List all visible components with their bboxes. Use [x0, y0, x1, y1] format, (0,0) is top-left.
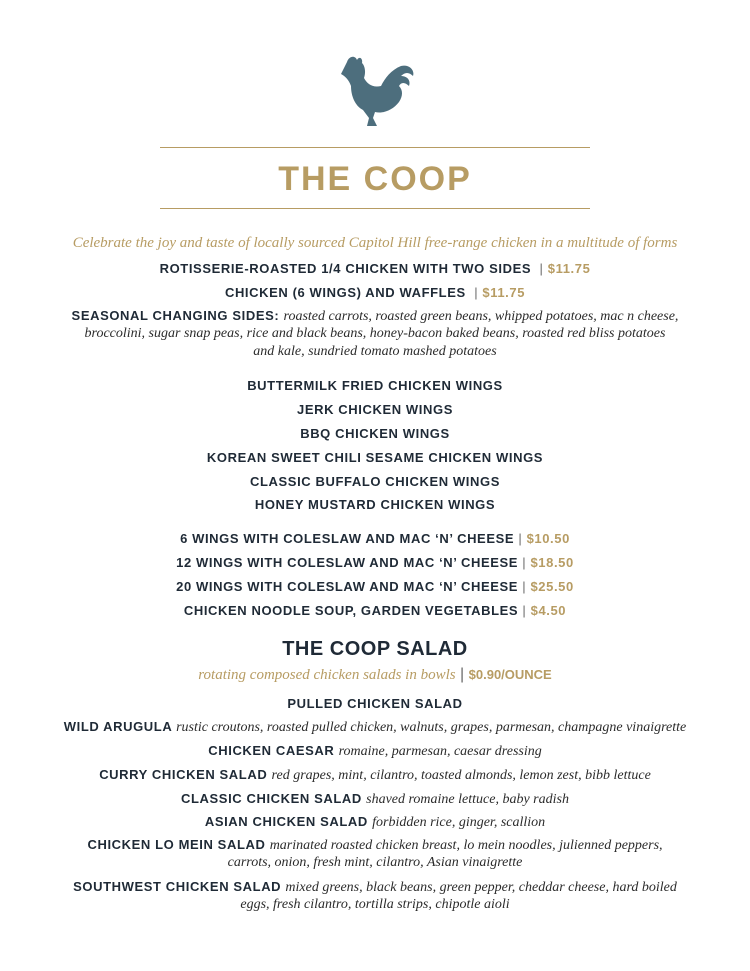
wing-price-value: $25.50 [530, 579, 574, 594]
wing-price-name: 20 WINGS WITH COLESLAW AND MAC ‘N’ CHEESE [176, 579, 519, 594]
wing-price-name: 12 WINGS WITH COLESLAW AND MAC ‘N’ CHEESE [176, 555, 519, 570]
salad-name: CURRY CHICKEN SALAD [99, 767, 268, 782]
salad-subtitle-line: rotating composed chicken salads in bowls | $0.90/OUNCE [198, 666, 552, 683]
top-divider [160, 147, 590, 148]
salad-name: CHICKEN CAESAR [208, 743, 335, 758]
sides-line-1 [0, 308, 750, 325]
salad-section-title: THE COOP SALAD [282, 638, 468, 660]
salad-price: $0.90/OUNCE [468, 667, 552, 682]
salad-subtitle: rotating composed chicken salads in bowls [198, 667, 456, 683]
salad-name: CHICKEN LO MEIN SALAD [87, 837, 266, 852]
salad-item [0, 837, 750, 854]
salad-name: ASIAN CHICKEN SALAD [204, 814, 368, 829]
salad-desc: red grapes, mint, cilantro, toasted almonds, lemon zest, bibb lettuce [271, 768, 651, 783]
salad-name: CLASSIC CHICKEN SALAD [181, 791, 362, 806]
page-title: THE COOP [278, 160, 472, 198]
tagline: Celebrate the joy and taste of locally sourced Capitol Hill free-range chicken in a multitude of forms [72, 235, 678, 251]
wing-price-item: 6 WINGS WITH COLESLAW AND MAC ‘N’ CHEESE | $10.50 [180, 531, 570, 546]
wing-price-name: 6 WINGS WITH COLESLAW AND MAC ‘N’ CHEESE [180, 531, 515, 546]
wing-flavor: BBQ CHICKEN WINGS [300, 426, 450, 441]
wing-price-value: $10.50 [526, 531, 570, 546]
bottom-divider [160, 208, 590, 209]
wing-flavor: BUTTERMILK FRIED CHICKEN WINGS [247, 378, 503, 393]
salad-desc: forbidden rice, ginger, scallion [372, 815, 546, 830]
combo-price: $11.75 [482, 285, 526, 300]
sides-line-2: broccolini, sugar snap peas, rice and black beans, honey-bacon baked beans, roasted red bliss potatoes [84, 326, 666, 341]
combo-item: ROTISSERIE-ROASTED 1/4 CHICKEN WITH TWO SIDES | $11.75 [159, 261, 591, 276]
salad-desc: rustic croutons, roasted pulled chicken, walnuts, grapes, parmesan, champagne vinaigrette [176, 720, 687, 735]
wing-flavor: KOREAN SWEET CHILI SESAME CHICKEN WINGS [206, 450, 544, 465]
salad-desc: marinated roasted chicken breast, lo mein noodles, julienned peppers, [269, 838, 663, 853]
salad-desc-cont: carrots, onion, fresh mint, cilantro, Asian vinaigrette [227, 855, 523, 870]
combo-name: CHICKEN (6 WINGS) AND WAFFLES [224, 285, 466, 300]
wing-price-item: 20 WINGS WITH COLESLAW AND MAC ‘N’ CHEESE | $25.50 [176, 579, 574, 594]
salad-item [0, 743, 750, 760]
combo-price: $11.75 [547, 261, 591, 276]
salad-name: WILD ARUGULA [63, 719, 172, 734]
sides-text: roasted carrots, roasted green beans, whipped potatoes, mac n cheese, [283, 309, 679, 324]
wing-price-item: 12 WINGS WITH COLESLAW AND MAC ‘N’ CHEESE | $18.50 [176, 555, 574, 570]
wing-price-item: CHICKEN NOODLE SOUP, GARDEN VEGETABLES | $4.50 [183, 603, 567, 618]
salad-desc: romaine, parmesan, caesar dressing [338, 744, 542, 759]
wing-flavor: JERK CHICKEN WINGS [297, 402, 453, 417]
rooster-icon [333, 52, 417, 130]
salad-desc: mixed greens, black beans, green pepper, cheddar cheese, hard boiled [285, 880, 677, 895]
combo-item: CHICKEN (6 WINGS) AND WAFFLES | $11.75 [224, 285, 526, 300]
sides-label: SEASONAL CHANGING SIDES: [71, 308, 280, 323]
salad-name: SOUTHWEST CHICKEN SALAD [73, 879, 282, 894]
sides-line-3: and kale, sundried tomato mashed potatoes [253, 344, 497, 359]
wing-flavor: HONEY MUSTARD CHICKEN WINGS [254, 497, 496, 512]
wing-flavor: CLASSIC BUFFALO CHICKEN WINGS [250, 474, 500, 489]
pulled-chicken-heading: PULLED CHICKEN SALAD [287, 696, 463, 711]
salad-desc: shaved romaine lettuce, baby radish [366, 792, 569, 807]
salad-item [0, 719, 750, 736]
salad-desc-cont: eggs, fresh cilantro, tortilla strips, chipotle aioli [240, 897, 510, 912]
salad-item [0, 879, 750, 896]
salad-item [0, 791, 750, 808]
salad-item [0, 767, 750, 784]
salad-item [0, 814, 750, 831]
wing-price-name: CHICKEN NOODLE SOUP, GARDEN VEGETABLES [183, 603, 519, 618]
wing-price-value: $4.50 [530, 603, 567, 618]
wing-price-value: $18.50 [530, 555, 574, 570]
combo-name: ROTISSERIE-ROASTED 1/4 CHICKEN WITH TWO SIDES [159, 261, 532, 276]
